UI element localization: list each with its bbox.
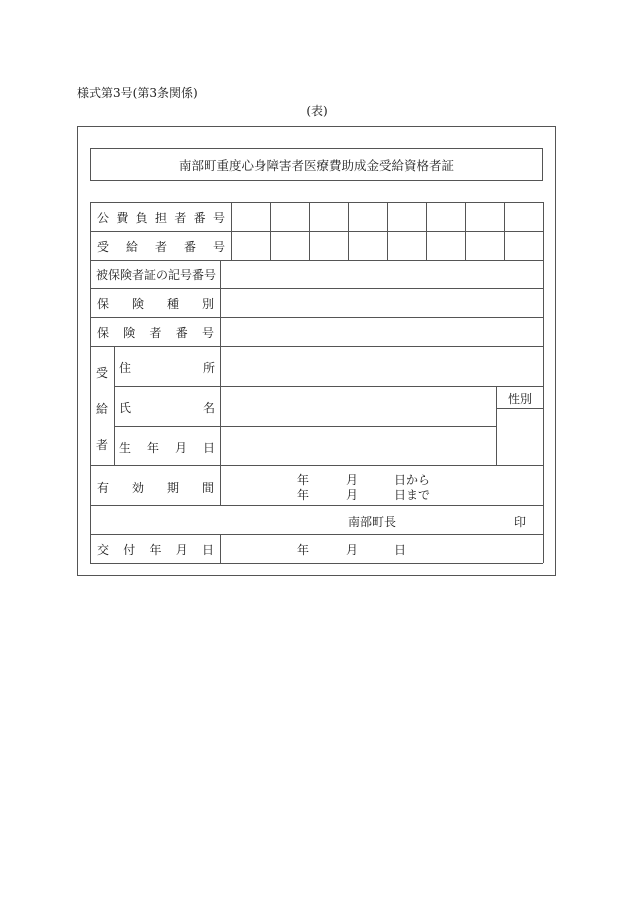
recipient-group-label-3: 者 [96,438,109,452]
insured-card-code-label: 被保険者証の記号番号 [96,268,217,282]
validity-period-label: 有 効 期 間 [97,481,214,495]
certificate-title: 南部町重度心身障害者医療費助成金受給資格者証 [90,148,543,181]
mayor-title: 南部町長 [348,515,397,529]
name-field[interactable] [221,387,496,426]
recipient-group-label-2: 給 [96,402,109,416]
birth-date-label: 生 年 月 日 [119,441,215,455]
recipient-number-field[interactable] [232,232,543,260]
gender-field[interactable] [497,409,543,465]
insurer-number-field[interactable] [221,318,543,346]
name-label: 氏 名 [119,401,215,415]
public-payer-number-label: 公 費 負 担 者 番 号 [97,211,225,225]
insurance-type-label: 保 険 種 別 [97,297,214,311]
public-payer-number-field[interactable] [232,203,543,231]
address-field[interactable] [221,347,543,386]
insurer-number-label: 保 険 者 番 号 [97,326,214,340]
recipient-group-label-1: 受 [96,366,109,380]
recipient-number-label: 受 給 者 番 号 [97,240,225,254]
issue-date-label: 交 付 年 月 日 [97,543,214,557]
address-label: 住 所 [119,361,215,375]
seal-mark: 印 [514,515,527,529]
insurance-type-field[interactable] [221,289,543,317]
form-number-label: 様式第3号(第3条関係) [77,86,198,100]
insured-card-code-field[interactable] [221,261,543,288]
birth-date-field[interactable] [221,427,496,465]
front-side-label: (表) [306,104,328,118]
gender-label: 性別 [508,392,533,406]
